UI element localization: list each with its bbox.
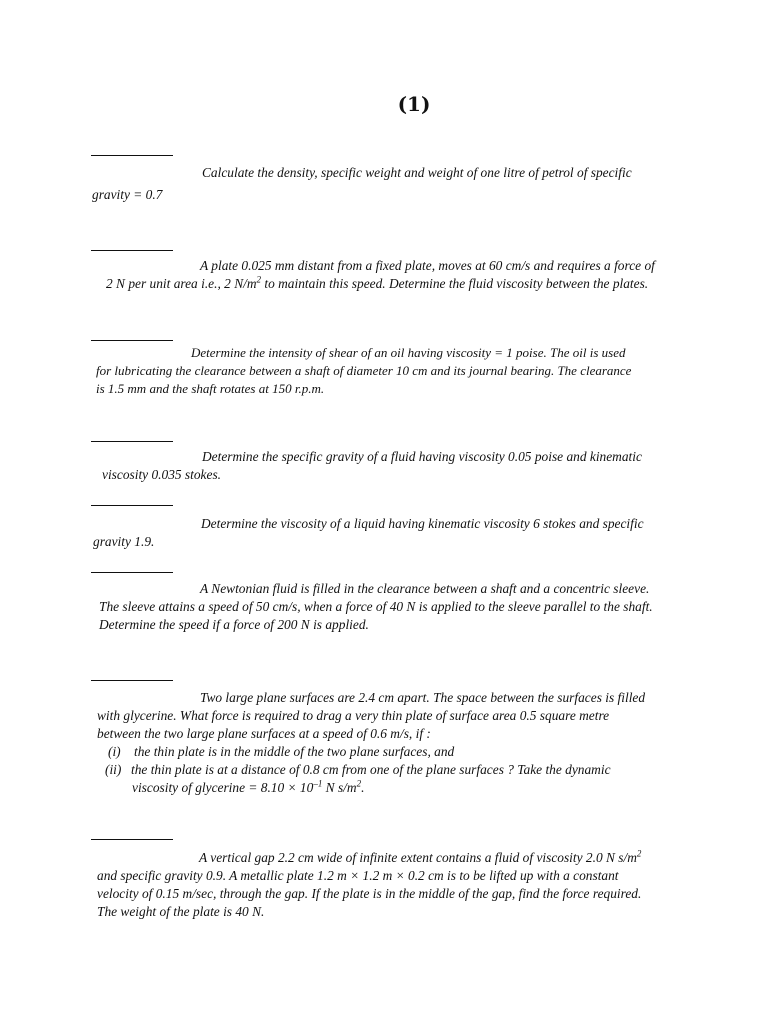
tail-prefix: viscosity of glycerine = 8.10 × 10 <box>132 780 314 795</box>
question-7-item-i <box>97 743 671 761</box>
question-1-line-2: gravity = 0.7 <box>92 187 163 202</box>
question-4-rule <box>91 441 173 442</box>
list-marker: (i) <box>108 744 121 759</box>
question-3-line-1: Determine the intensity of shear of an oil having viscosity = 1 poise. The oil is used <box>191 345 626 360</box>
question-2-rule <box>91 250 173 251</box>
question-8-rule <box>91 839 173 840</box>
superscript: 2 <box>256 274 262 285</box>
superscript: –1 <box>313 778 323 789</box>
question-3-line-3: is 1.5 mm and the shaft rotates at 150 r.p.m. <box>96 381 325 396</box>
question-8-line-1 <box>97 849 673 867</box>
question-2-line-2b: to maintain this speed. Determine the fluid viscosity between the plates. <box>261 276 649 291</box>
list-item-text: the thin plate is at a distance of 0.8 cm from one of the plane surfaces ? Take the dynamic <box>131 762 611 777</box>
question-7-rule <box>91 680 173 681</box>
question-7-tail <box>97 779 671 797</box>
question-5-line-1: Determine the viscosity of a liquid having kinematic viscosity 6 stokes and specific <box>201 516 644 531</box>
question-3-line-2: for lubricating the clearance between a shaft of diameter 10 cm and its journal bearing. The clearance <box>96 363 632 378</box>
tail-mid: N s/m <box>322 780 357 795</box>
tail-end: . <box>361 780 365 795</box>
question-2-line-2 <box>106 275 666 293</box>
question-5-rule <box>91 505 173 506</box>
question-6-rule <box>91 572 173 573</box>
question-6 <box>99 580 673 634</box>
question-8 <box>97 849 673 921</box>
question-4-line-2: viscosity 0.035 stokes. <box>102 467 222 482</box>
question-7 <box>97 689 671 797</box>
question-5-line-2: gravity 1.9. <box>93 534 155 549</box>
question-5 <box>93 515 673 551</box>
question-8-line-2: and specific gravity 0.9. A metallic plate 1.2 m × 1.2 m × 0.2 cm is to be lifted up with a constant <box>97 868 619 883</box>
superscript: 2 <box>636 848 642 859</box>
question-2-line-2a: 2 N per unit area i.e., 2 N/m <box>106 276 257 291</box>
question-8-line-4: The weight of the plate is 40 N. <box>97 904 265 919</box>
question-4 <box>102 448 670 484</box>
question-8-line-1a: A vertical gap 2.2 cm wide of infinite extent contains a fluid of viscosity 2.0 N s/m <box>199 850 637 865</box>
question-7-line-3: between the two large plane surfaces at a speed of 0.6 m/s, if : <box>97 726 431 741</box>
question-7-line-1: Two large plane surfaces are 2.4 cm apart. The space between the surfaces is filled <box>200 690 646 705</box>
question-7-item-ii <box>97 761 671 779</box>
question-3-rule <box>91 340 173 341</box>
question-4-line-1: Determine the specific gravity of a fluid having viscosity 0.05 poise and kinematic <box>202 449 642 464</box>
question-1-line-1: Calculate the density, specific weight and weight of one litre of petrol of specific <box>202 165 632 180</box>
question-2 <box>106 257 666 293</box>
page-title: (1) <box>397 92 431 116</box>
superscript: 2 <box>356 778 362 789</box>
list-marker: (ii) <box>105 762 122 777</box>
question-6-line-1: A Newtonian fluid is filled in the clearance between a shaft and a concentric sleeve. <box>200 581 650 596</box>
question-1-rule <box>91 155 173 156</box>
question-1 <box>92 164 674 204</box>
question-6-line-2: The sleeve attains a speed of 50 cm/s, when a force of 40 N is applied to the sleeve parallel to the shaft. <box>99 599 653 614</box>
question-7-line-2: with glycerine. What force is required to drag a very thin plate of surface area 0.5 square metre <box>97 708 610 723</box>
question-6-line-3: Determine the speed if a force of 200 N is applied. <box>99 617 369 632</box>
list-item-text: the thin plate is in the middle of the two plane surfaces, and <box>134 744 455 759</box>
question-8-line-3: velocity of 0.15 m/sec, through the gap. If the plate is in the middle of the gap, find the force required. <box>97 886 642 901</box>
question-2-line-1: A plate 0.025 mm distant from a fixed plate, moves at 60 cm/s and requires a force of <box>200 258 655 273</box>
question-3 <box>96 344 670 398</box>
